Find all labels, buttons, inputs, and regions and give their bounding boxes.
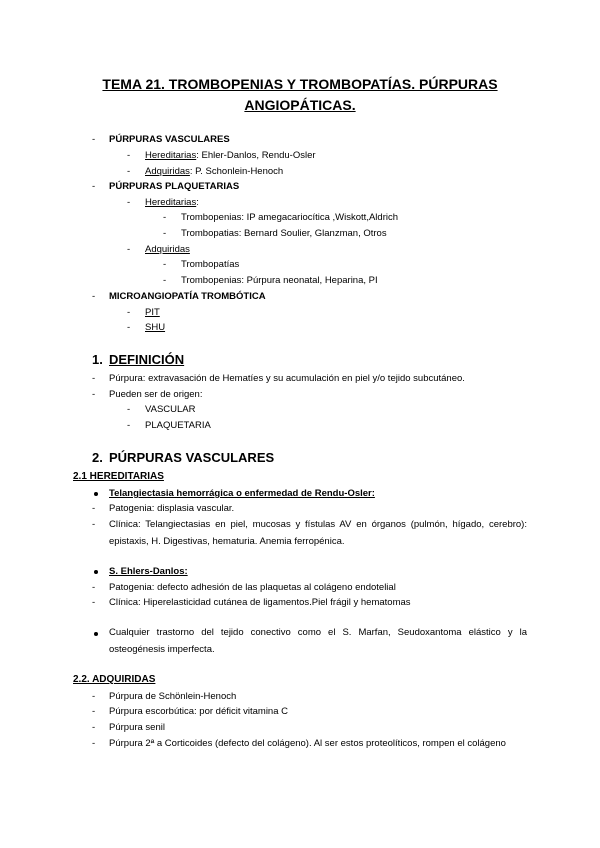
list-dash: -	[163, 228, 167, 239]
list-dash: -	[163, 275, 167, 286]
list-dash: -	[127, 150, 131, 161]
list-dash: -	[92, 706, 96, 717]
list-dash: -	[92, 389, 96, 400]
document-title-line1: TEMA 21. TROMBOPENIAS Y TROMBOPATÍAS. PÚRPURAS	[102, 76, 498, 92]
definicion-sub: PLAQUETARIA	[145, 420, 211, 431]
definicion-item: Pueden ser de origen:	[109, 389, 203, 400]
list-dash: -	[92, 519, 96, 530]
list-dash: -	[163, 259, 167, 270]
ehlers-clinica: Clínica: Hiperelasticidad cutánea de ligamentos.Piel frágil y hematomas	[109, 597, 411, 608]
list-dash: -	[127, 197, 131, 208]
list-dash: -	[92, 738, 96, 749]
list-dash: -	[92, 181, 96, 192]
list-dash: -	[163, 212, 167, 223]
outline-plaq-adq-item: Trombopenias: Púrpura neonatal, Heparina, PI	[181, 275, 378, 286]
section-heading-definicion: DEFINICIÓN	[109, 352, 185, 367]
definicion-item: Púrpura: extravasación de Hematíes y su acumulación en piel y/o tejido subcutáneo.	[109, 373, 465, 384]
outline-vasc-hereditarias: Hereditarias: Ehler-Danlos, Rendu-Osler	[145, 150, 316, 161]
definicion-sub: VASCULAR	[145, 404, 196, 415]
list-dash: -	[92, 373, 96, 384]
rendu-clinica: Clínica: Telangiectasias en piel, mucosas y fístulas AV en órganos (pulmón, hígado, cerebro): epistaxis, H. Digestivas, hematuria. Anemia ferropénica.	[109, 519, 527, 547]
bullet-dot	[94, 570, 98, 574]
list-dash: -	[92, 503, 96, 514]
ehlers-danlos-title: S. Ehlers-Danlos:	[109, 566, 188, 577]
section-number: 1.	[92, 352, 103, 367]
outline-plaq-adquiridas: Adquiridas	[145, 244, 190, 255]
outline-plaquetarias: PÚRPURAS PLAQUETARIAS	[109, 181, 240, 192]
list-dash: -	[127, 404, 131, 415]
list-dash: -	[92, 134, 96, 145]
adquiridas-item: Púrpura 2ª a Corticoides (defecto del colágeno). Al ser estos proteolíticos, rompen el colágeno	[109, 738, 506, 749]
document-title-line2: ANGIOPÁTICAS.	[244, 97, 356, 113]
section-heading-vasculares: PÚRPURAS VASCULARES	[109, 450, 275, 465]
rendu-patogenia: Patogenia: displasia vascular.	[109, 503, 235, 514]
outline-plaq-adq-item: Trombopatías	[181, 259, 240, 270]
outline-vasculares: PÚRPURAS VASCULARES	[109, 134, 230, 145]
list-dash: -	[127, 244, 131, 255]
bullet-dot	[94, 632, 98, 636]
otros-trastornos: Cualquier trastorno del tejido conectivo como el S. Marfan, Seudoxantoma elástico y la osteogénesis imperfecta.	[109, 627, 527, 655]
section-number: 2.	[92, 450, 103, 465]
outline-plaq-hereditarias: Hereditarias:	[145, 197, 199, 208]
subsection-heading-hereditarias: 2.1 HEREDITARIAS	[73, 471, 164, 482]
ehlers-patogenia: Patogenia: defecto adhesión de las plaquetas al colágeno endotelial	[109, 582, 396, 593]
list-dash: -	[92, 291, 96, 302]
bullet-dot	[94, 492, 98, 496]
outline-vasc-adquiridas: Adquiridas: P. Schonlein-Henoch	[145, 166, 284, 177]
list-dash: -	[127, 166, 131, 177]
list-dash: -	[92, 722, 96, 733]
outline-plaq-her-item: Trombopatias: Bernard Soulier, Glanzman, Otros	[181, 228, 387, 239]
list-dash: -	[127, 322, 131, 333]
outline-micro-item: SHU	[145, 322, 166, 333]
outline-microangiopatia: MICROANGIOPATÍA TROMBÓTICA	[109, 291, 266, 302]
subsection-heading-adquiridas: 2.2. ADQUIRIDAS	[73, 674, 156, 685]
list-dash: -	[127, 420, 131, 431]
list-dash: -	[92, 597, 96, 608]
rendu-osler-title: Telangiectasia hemorrágica o enfermedad de Rendu-Osler:	[109, 488, 375, 499]
adquiridas-item: Púrpura senil	[109, 722, 165, 733]
adquiridas-item: Púrpura escorbútica: por déficit vitamina C	[109, 706, 288, 717]
outline-plaq-her-item: Trombopenias: IP amegacariocítica ,Wiskott,Aldrich	[181, 212, 399, 223]
list-dash: -	[127, 307, 131, 318]
outline-micro-item: PIT	[145, 307, 160, 318]
adquiridas-item: Púrpura de Schönlein-Henoch	[109, 691, 237, 702]
list-dash: -	[92, 582, 96, 593]
list-dash: -	[92, 691, 96, 702]
